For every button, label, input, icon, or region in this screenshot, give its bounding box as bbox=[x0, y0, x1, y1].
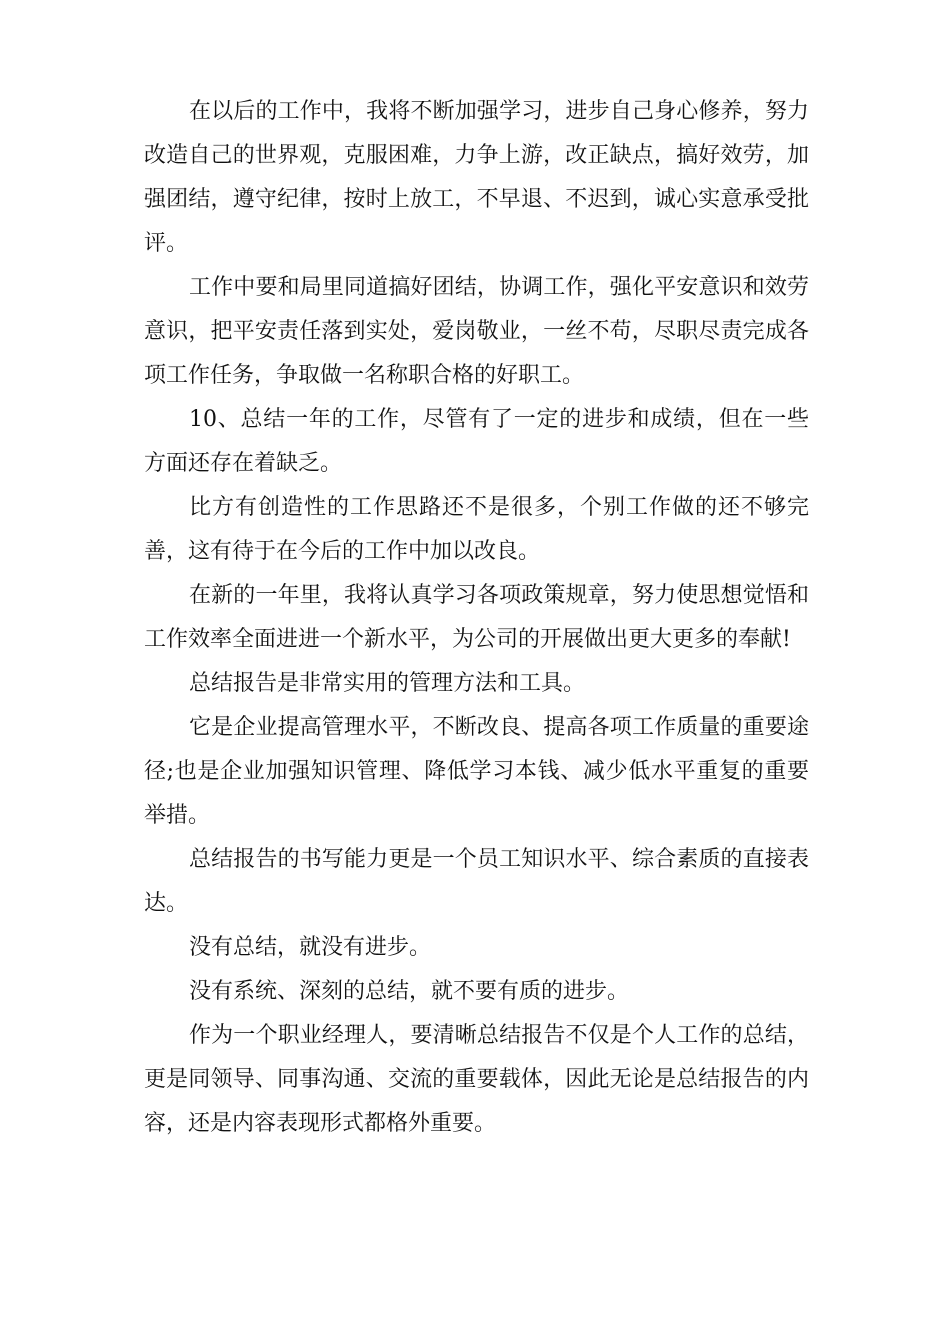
paragraph: 没有总结，就没有进步。 bbox=[189, 935, 432, 960]
paragraph: 比方有创造性的工作思路还不是很多，个别工作做的还不够完善，这有待于在今后的工作中加以改良。 bbox=[144, 495, 809, 564]
paragraph: 10、总结一年的工作，尽管有了一定的进步和成绩，但在一些方面还存在着缺乏。 bbox=[144, 407, 809, 476]
paragraph: 在新的一年里，我将认真学习各项政策规章，努力使思想觉悟和工作效率全面进进一个新水平，为公司的开展做出更大更多的奉献! bbox=[144, 583, 809, 652]
paragraph: 它是企业提高管理水平，不断改良、提高各项工作质量的重要途径;也是企业加强知识管理、降低学习本钱、减少低水平重复的重要举措。 bbox=[144, 715, 809, 828]
document-body bbox=[144, 90, 809, 1146]
paragraph: 总结报告是非常实用的管理方法和工具。 bbox=[189, 671, 586, 696]
paragraph: 作为一个职业经理人，要清晰总结报告不仅是个人工作的总结，更是同领导、同事沟通、交流的重要载体，因此无论是总结报告的内容，还是内容表现形式都格外重要。 bbox=[144, 1023, 809, 1136]
paragraph: 没有系统、深刻的总结，就不要有质的进步。 bbox=[189, 979, 630, 1004]
paragraph: 总结报告的书写能力更是一个员工知识水平、综合素质的直接表达。 bbox=[144, 847, 809, 916]
paragraph: 工作中要和局里同道搞好团结，协调工作，强化平安意识和效劳意识，把平安责任落到实处，爱岗敬业，一丝不苟，尽职尽责完成各项工作任务，争取做一名称职合格的好职工。 bbox=[144, 275, 809, 388]
paragraph: 在以后的工作中，我将不断加强学习，进步自己身心修养，努力改造自己的世界观，克服困难，力争上游，改正缺点，搞好效劳，加强团结，遵守纪律，按时上放工，不早退、不迟到，诚心实意承受批评。 bbox=[144, 99, 809, 256]
